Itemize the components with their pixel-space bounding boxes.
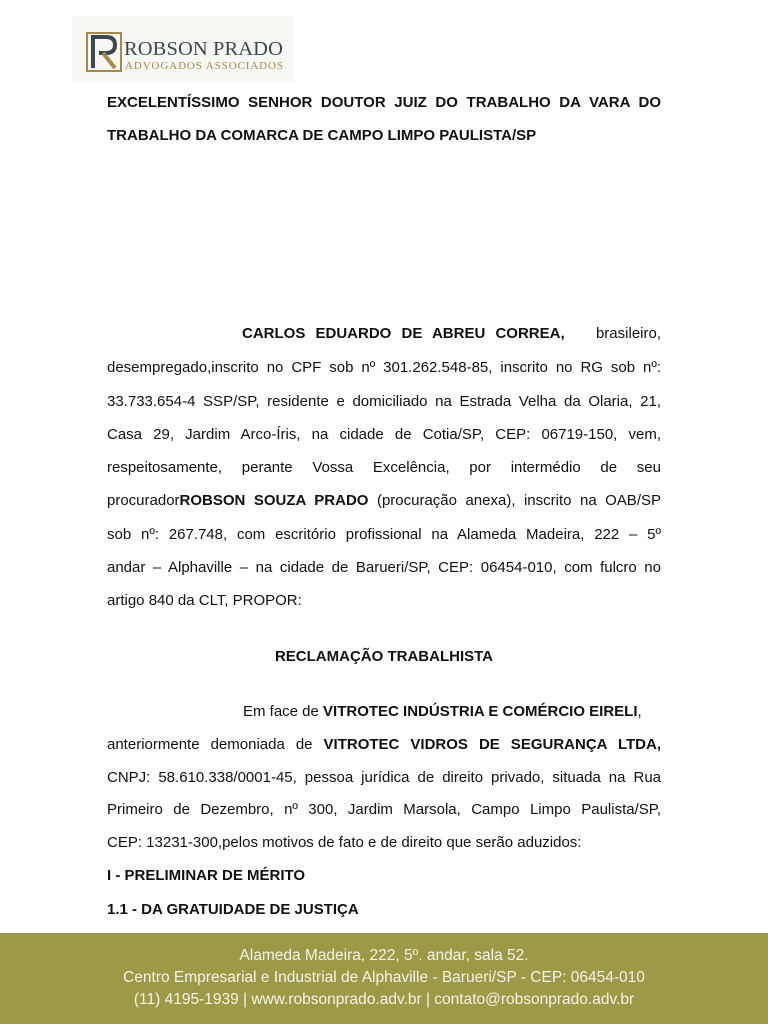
plaintiff-line-9: artigo 840 da CLT, PROPOR: xyxy=(107,592,302,609)
footer-band xyxy=(0,933,768,1024)
procurador-label: procurador xyxy=(107,492,180,509)
lawyer-name: ROBSON SOUZA PRADO xyxy=(179,492,369,509)
defendant-comma: , xyxy=(637,703,642,720)
defendant-former-name: VITROTEC VIDROS DE SEGURANÇA LTDA, xyxy=(323,736,661,753)
section-heading-1: I - PRELIMINAR DE MÉRITO xyxy=(107,867,306,884)
former-name-intro: anteriormente demoniada de xyxy=(107,736,324,753)
footer-business-center: Centro Empresarial e Industrial de Alphaville - Barueri/SP - CEP: 06454-010 xyxy=(123,969,645,986)
plaintiff-nationality: brasileiro, xyxy=(595,325,661,342)
defendant-intro: Em face de xyxy=(243,703,324,720)
heading-line-2: TRABALHO DA COMARCA DE CAMPO LIMPO PAULISTA/SP xyxy=(107,127,537,144)
logo xyxy=(72,16,294,82)
procurador-rest: (procuração anexa), inscrito na OAB/SP xyxy=(368,492,661,509)
plaintiff-line-8: andar – Alphaville – na cidade de Barueri/SP, CEP: 06454-010, com fulcro no xyxy=(107,559,661,576)
footer-address: Alameda Madeira, 222, 5º. andar, sala 52. xyxy=(239,947,529,964)
defendant-line-1 xyxy=(243,703,661,720)
logo-name: ROBSON PRADO xyxy=(124,38,283,60)
defendant-company: VITROTEC INDÚSTRIA E COMÉRCIO EIRELI xyxy=(323,703,638,720)
defendant-line-4: Primeiro de Dezembro, nº 300, Jardim Marsola, Campo Limpo Paulista/SP, xyxy=(107,801,661,818)
defendant-line-5: CEP: 13231-300,pelos motivos de fato e de direito que serão aduzidos: xyxy=(107,834,582,851)
logo-monogram-icon xyxy=(86,32,122,72)
plaintiff-line-7: sob nº: 267.748, com escritório profissional na Alameda Madeira, 222 – 5º xyxy=(107,526,661,543)
plaintiff-line-2: desempregado,inscrito no CPF sob nº 301.262.548-85, inscrito no RG sob nº: xyxy=(107,359,661,376)
heading-line-1: EXCELENTÍSSIMO SENHOR DOUTOR JUIZ DO TRABALHO DA VARA DO xyxy=(107,94,661,111)
plaintiff-line-4: Casa 29, Jardim Arco-Íris, na cidade de Cotia/SP, CEP: 06719-150, vem, xyxy=(107,426,661,443)
section-heading-1-1: 1.1 - DA GRATUIDADE DE JUSTIÇA xyxy=(107,901,359,918)
footer-contact: (11) 4195-1939 | www.robsonprado.adv.br | contato@robsonprado.adv.br xyxy=(133,991,635,1008)
plaintiff-line-1 xyxy=(242,325,661,342)
defendant-line-2 xyxy=(107,736,661,753)
plaintiff-name: CARLOS EDUARDO DE ABREU CORREA, xyxy=(242,325,565,342)
plaintiff-line-5: respeitosamente, perante Vossa Excelência, por intermédio de seu xyxy=(107,459,661,476)
action-title: RECLAMAÇÃO TRABALHISTA xyxy=(274,648,494,665)
plaintiff-line-6 xyxy=(107,492,661,509)
defendant-line-3: CNPJ: 58.610.338/0001-45, pessoa jurídica de direito privado, situada na Rua xyxy=(107,769,661,786)
plaintiff-line-3: 33.733.654-4 SSP/SP, residente e domiciliado na Estrada Velha da Olaria, 21, xyxy=(107,393,661,410)
logo-subtitle: ADVOGADOS ASSOCIADOS xyxy=(125,60,284,72)
